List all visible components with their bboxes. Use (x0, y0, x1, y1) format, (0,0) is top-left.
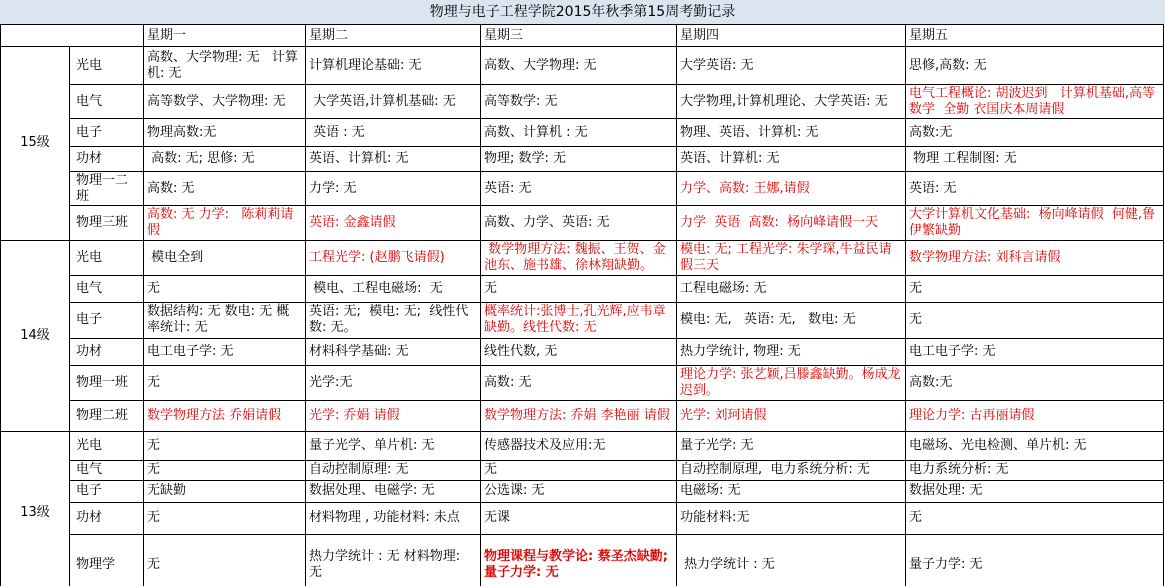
attendance-row (1, 47, 1164, 85)
attendance-cell: 无 (144, 365, 306, 400)
attendance-row (1, 460, 1164, 480)
attendance-cell: 高数: 无 力学: 陈莉莉请假 (144, 206, 306, 240)
attendance-cell: 高数、大学物理: 无 计算机: 无 (144, 47, 306, 85)
attendance-cell: 传感器技术及应用:无 (481, 431, 677, 460)
attendance-cell: 大学物理,计算机理论、大学英语: 无 (677, 85, 906, 119)
major-cell: 电子 (70, 119, 144, 147)
attendance-cell: 物理 工程制图: 无 (906, 147, 1164, 172)
major-cell: 物理一班 (70, 365, 144, 400)
attendance-row (1, 147, 1164, 172)
attendance-cell: 无课 (481, 502, 677, 534)
attendance-cell: 无 (906, 275, 1164, 302)
grade-cell: 14级 (1, 240, 70, 431)
attendance-cell: 线性代数, 无 (481, 338, 677, 365)
major-cell: 物理二班 (70, 400, 144, 431)
attendance-cell: 量子光学、单片机: 无 (306, 431, 481, 460)
attendance-cell: 工程电磁场: 无 (677, 275, 906, 302)
attendance-cell: 热力学统计, 物理: 无 (677, 338, 906, 365)
attendance-cell: 自动控制原理, 电力系统分析: 无 (677, 460, 906, 480)
attendance-cell: 计算机理论基础: 无 (306, 47, 481, 85)
attendance-cell: 热力学统计 : 无 (677, 534, 906, 586)
attendance-cell: 英语、计算机: 无 (677, 147, 906, 172)
attendance-cell: 量子光学: 无 (677, 431, 906, 460)
grade-cell: 15级 (1, 47, 70, 241)
attendance-cell: 数学物理方法: 刘科言请假 (906, 240, 1164, 275)
grade-cell: 13级 (1, 431, 70, 586)
attendance-cell: 模电: 无; 工程光学: 朱学琛,牛益民请假三天 (677, 240, 906, 275)
attendance-cell: 功能材料:无 (677, 502, 906, 534)
attendance-cell: 物理、英语、计算机: 无 (677, 119, 906, 147)
major-cell: 电气 (70, 460, 144, 480)
major-cell: 光电 (70, 47, 144, 85)
attendance-cell: 电力系统分析: 无 (906, 460, 1164, 480)
attendance-cell: 无缺勤 (144, 480, 306, 502)
attendance-cell: 光学: 刘珂请假 (677, 400, 906, 431)
attendance-cell: 理论力学: 古再丽请假 (906, 400, 1164, 431)
attendance-cell: 材料科学基础: 无 (306, 338, 481, 365)
attendance-cell: 大学英语: 无 (677, 47, 906, 85)
major-cell: 物理三班 (70, 206, 144, 240)
major-cell: 功材 (70, 147, 144, 172)
major-cell: 电子 (70, 480, 144, 502)
attendance-cell: 力学: 无 (306, 172, 481, 206)
attendance-cell: 数学物理方法: 乔娟 李艳丽 请假 (481, 400, 677, 431)
attendance-cell: 英语: 无; 模电: 无; 线性代数: 无。 (306, 302, 481, 338)
attendance-row (1, 502, 1164, 534)
weekday-header-2: 星期二 (306, 25, 481, 47)
attendance-cell: 电工电子学: 无 (906, 338, 1164, 365)
attendance-cell: 物理课程与教学论: 蔡圣杰缺勤; 量子力学: 无 (481, 534, 677, 586)
major-cell: 光电 (70, 240, 144, 275)
attendance-cell: 电磁场: 无 (677, 480, 906, 502)
attendance-cell: 高等数学、大学物理: 无 (144, 85, 306, 119)
attendance-cell: 高数: 无; 思修: 无 (144, 147, 306, 172)
weekday-header-row (1, 25, 1164, 47)
attendance-cell: 高数、计算机 : 无 (481, 119, 677, 147)
major-cell: 电气 (70, 275, 144, 302)
attendance-cell: 光学:无 (306, 365, 481, 400)
attendance-cell: 电气工程概论: 胡波迟到 计算机基础,高等数学 全勤 衣国庆本周请假 (906, 85, 1164, 119)
attendance-cell: 物理; 数学: 无 (481, 147, 677, 172)
attendance-cell: 力学 英语 高数: 杨向峰请假一天 (677, 206, 906, 240)
attendance-cell: 数据处理: 无 (906, 480, 1164, 502)
attendance-row (1, 431, 1164, 460)
attendance-row (1, 85, 1164, 119)
attendance-cell: 无 (144, 460, 306, 480)
attendance-cell: 概率统计:张博士,孔光辉,应韦章缺勤。线性代数: 无 (481, 302, 677, 338)
attendance-cell: 思修,高数: 无 (906, 47, 1164, 85)
weekday-header-5: 星期五 (906, 25, 1164, 47)
attendance-cell: 电磁场、光电检测、单片机: 无 (906, 431, 1164, 460)
attendance-cell: 英语: 金鑫请假 (306, 206, 481, 240)
attendance-row (1, 172, 1164, 206)
attendance-cell: 高数: 无 (481, 365, 677, 400)
attendance-cell: 工程光学: (赵鹏飞请假) (306, 240, 481, 275)
attendance-cell: 英语 : 无 (306, 119, 481, 147)
attendance-cell: 高数、大学物理: 无 (481, 47, 677, 85)
attendance-cell: 大学英语,计算机基础: 无 (306, 85, 481, 119)
attendance-cell: 量子力学: 无 (906, 534, 1164, 586)
attendance-cell: 物理高数:无 (144, 119, 306, 147)
attendance-cell: 热力学统计 : 无 材料物理: 无 (306, 534, 481, 586)
attendance-cell: 高数:无 (906, 365, 1164, 400)
attendance-cell: 公选课: 无 (481, 480, 677, 502)
page-title: 物理与电子工程学院2015年秋季第15周考勤记录 (0, 0, 1165, 24)
corner-cell (1, 25, 144, 47)
attendance-cell: 自动控制原理: 无 (306, 460, 481, 480)
weekday-header-3: 星期三 (481, 25, 677, 47)
attendance-cell: 光学: 乔娟 请假 (306, 400, 481, 431)
attendance-cell: 大学计算机文化基础: 杨向峰请假 何健,鲁伊繁缺勤 (906, 206, 1164, 240)
attendance-cell: 高数:无 (906, 119, 1164, 147)
attendance-cell: 模电、工程电磁场: 无 (306, 275, 481, 302)
attendance-cell: 数据处理、电磁学: 无 (306, 480, 481, 502)
major-cell: 物理一二班 (70, 172, 144, 206)
attendance-cell: 模电全到 (144, 240, 306, 275)
major-cell: 功材 (70, 502, 144, 534)
attendance-row (1, 302, 1164, 338)
attendance-cell: 无 (144, 502, 306, 534)
major-cell: 电气 (70, 85, 144, 119)
attendance-cell: 无 (481, 460, 677, 480)
attendance-row (1, 480, 1164, 502)
attendance-row (1, 534, 1164, 586)
attendance-row (1, 338, 1164, 365)
attendance-cell: 力学、高数: 王娜,请假 (677, 172, 906, 206)
weekday-header-4: 星期四 (677, 25, 906, 47)
weekday-header-1: 星期一 (144, 25, 306, 47)
attendance-cell: 无 (144, 275, 306, 302)
attendance-cell: 电工电子学: 无 (144, 338, 306, 365)
attendance-cell: 数学物理方法 乔娟请假 (144, 400, 306, 431)
major-cell: 功材 (70, 338, 144, 365)
attendance-cell: 无 (906, 302, 1164, 338)
attendance-cell: 无 (144, 534, 306, 586)
attendance-cell: 高等数学: 无 (481, 85, 677, 119)
attendance-row (1, 240, 1164, 275)
attendance-cell: 英语、计算机: 无 (306, 147, 481, 172)
attendance-cell: 无 (144, 431, 306, 460)
major-cell: 电子 (70, 302, 144, 338)
attendance-cell: 高数: 无 (144, 172, 306, 206)
attendance-cell: 理论力学: 张艺颖,吕滕鑫缺勤。杨成龙迟到。 (677, 365, 906, 400)
attendance-row (1, 365, 1164, 400)
major-cell: 光电 (70, 431, 144, 460)
attendance-cell: 高数、力学、英语: 无 (481, 206, 677, 240)
attendance-cell: 数据结构: 无 数电: 无 概率统计: 无 (144, 302, 306, 338)
major-cell: 物理学 (70, 534, 144, 586)
attendance-cell: 模电: 无, 英语: 无, 数电: 无 (677, 302, 906, 338)
attendance-cell: 材料物理 , 功能材料: 未点 (306, 502, 481, 534)
attendance-row (1, 400, 1164, 431)
attendance-cell: 英语: 无 (906, 172, 1164, 206)
attendance-row (1, 206, 1164, 240)
attendance-table (0, 24, 1164, 586)
attendance-row (1, 275, 1164, 302)
attendance-cell: 数学物理方法: 魏振、王贺、金池东、施书雄、徐林翔缺勤。 (481, 240, 677, 275)
attendance-row (1, 119, 1164, 147)
attendance-cell: 英语: 无 (481, 172, 677, 206)
attendance-cell: 无 (906, 502, 1164, 534)
attendance-cell: 无 (481, 275, 677, 302)
